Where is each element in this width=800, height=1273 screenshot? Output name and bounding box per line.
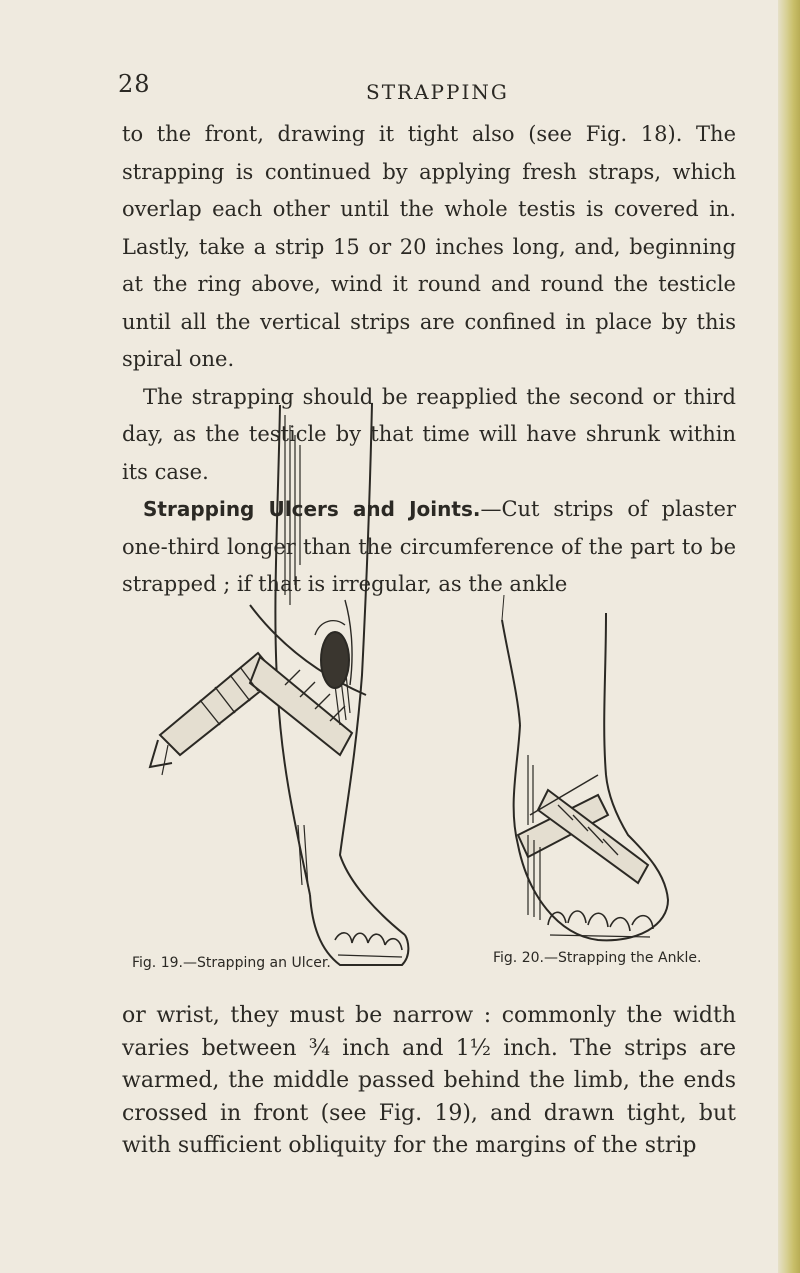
paragraph-1: to the front, drawing it tight also (see Fig. 18). The strapping is continued by applying fresh straps, which overlap each other until the whole testis is covered in. Lastly, take a strip 15 or 20 inches long, and, beginning at the ring above, wind it round and round the testicle until all the vertical strips are confined in place by this spiral one. xyxy=(122,122,736,371)
figure-20-caption: Fig. 20.—Strapping the Ankle. xyxy=(493,950,702,966)
section-text: —Cut strips of plaster one-third longer than the circumference of the part to be strapped ; if that is irregular, as the ankle xyxy=(122,497,736,596)
section-heading: Strapping Ulcers and Joints. xyxy=(143,497,481,521)
leg-ulcer-drawing xyxy=(140,395,415,975)
figure-19-caption: Fig. 19.—Strapping an Ulcer. xyxy=(132,955,331,971)
running-head: STRAPPING xyxy=(366,80,509,104)
page-edge xyxy=(778,0,800,1273)
ankle-strapping-drawing xyxy=(488,395,698,975)
paragraph-2-text: The strapping should be reapplied the second or third day, as the testicle by that time will have shrunk within its case. xyxy=(122,384,736,484)
body-text-bottom xyxy=(122,1000,736,1163)
paragraph-4: or wrist, they must be narrow : commonly the width varies between ¾ inch and 1½ inch. The strips are warmed, the middle passed behind the limb, the ends crossed in front (see Fig. 19), and drawn tight, but with sufficient obliquity for the margins of the strip xyxy=(122,1003,736,1158)
page-number: 28 xyxy=(118,70,151,98)
figure-19-ulcer-illustration xyxy=(140,395,415,975)
figure-20-ankle-illustration xyxy=(488,395,698,975)
